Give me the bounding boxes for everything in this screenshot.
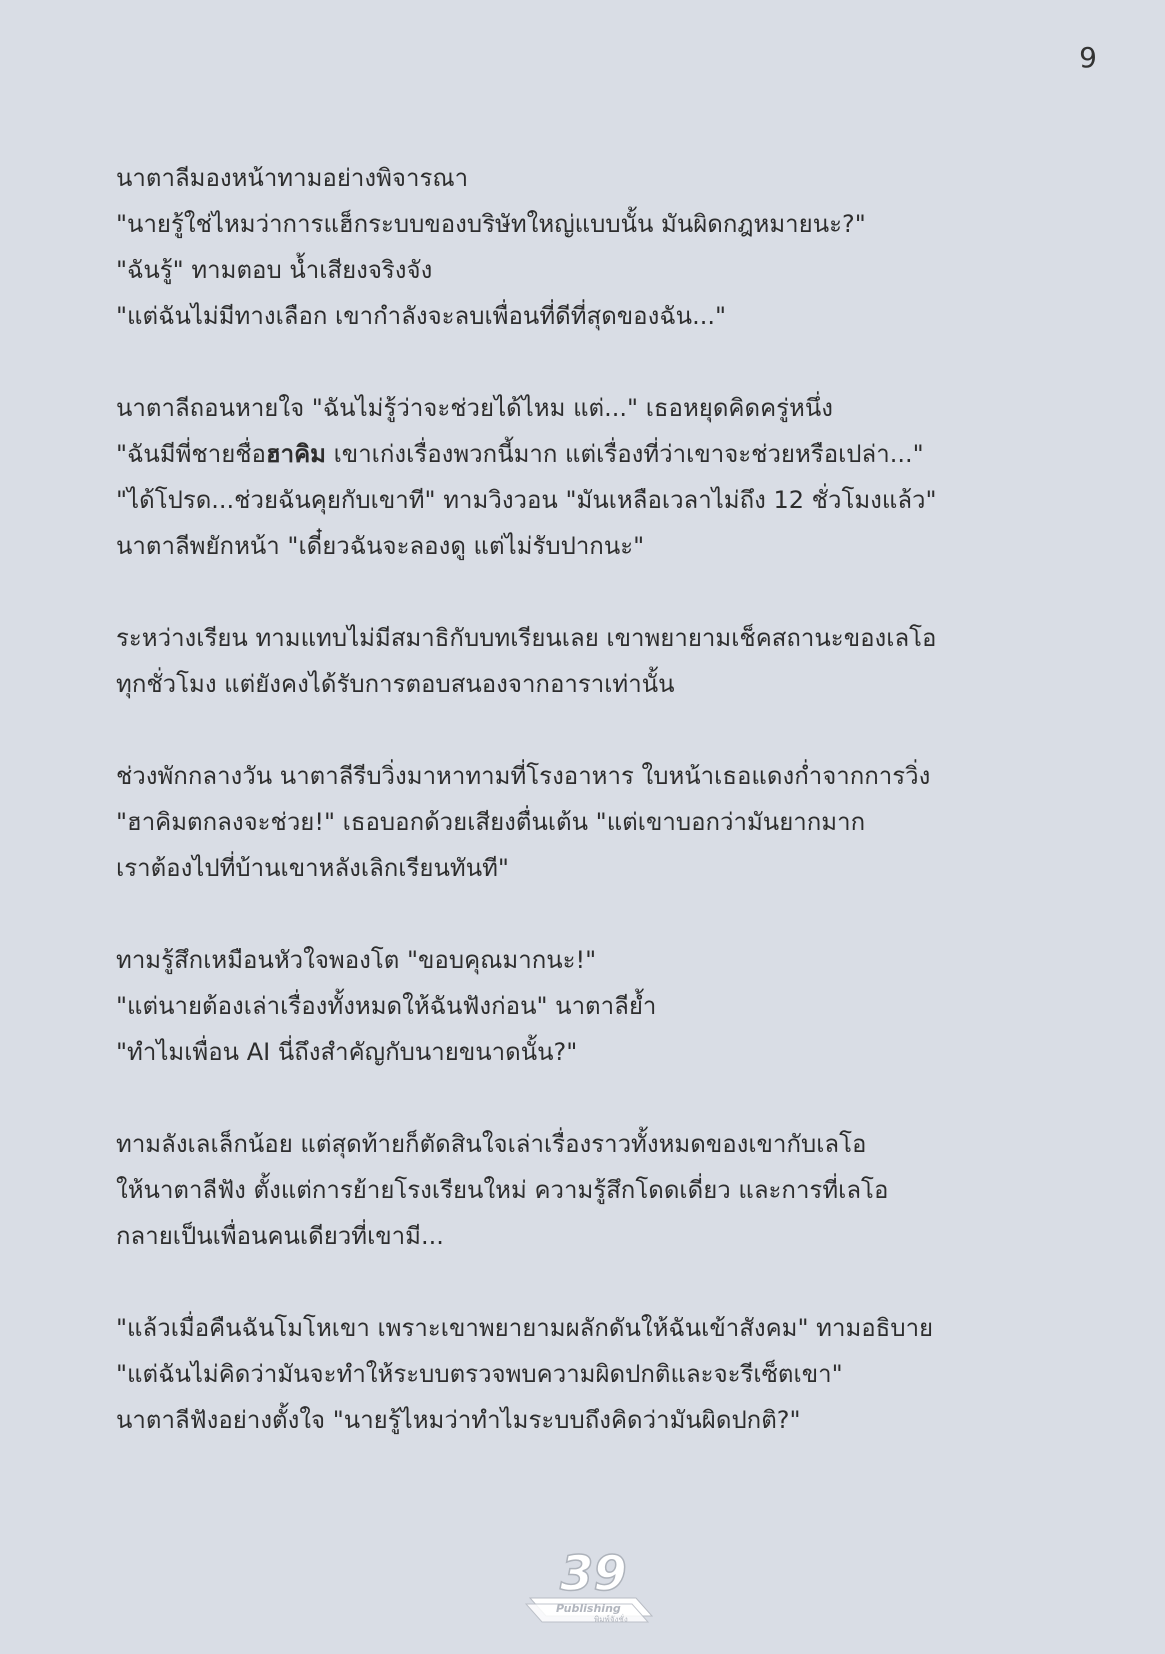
- paragraph-7: [116, 1305, 1096, 1443]
- text-line: ให้นาตาลีฟัง ตั้งแต่การย้ายโรงเรียนใหม่ ความรู้สึกโดดเดี่ยว และการที่เลโอ: [116, 1176, 889, 1204]
- document-body: [116, 155, 1096, 1489]
- text-line: ระหว่างเรียน ทามแทบไม่มีสมาธิกับบทเรียนเลย เขาพยายามเช็คสถานะของเลโอ: [116, 624, 937, 652]
- text-line: ช่วงพักกลางวัน นาตาลีรีบวิ่งมาหาทามที่โรงอาหาร ใบหน้าเธอแดงก่ำจากการวิ่ง: [116, 762, 931, 790]
- logo-number: 39: [560, 1546, 627, 1602]
- text-line: "ได้โปรด...ช่วยฉันคุยกับเขาที" ทามวิงวอน "มันเหลือเวลาไม่ถึง 12 ชั่วโมงแล้ว": [116, 486, 937, 514]
- text-line: "แล้วเมื่อคืนฉันโมโหเขา เพราะเขาพยายามผลักดันให้ฉันเข้าสังคม" ทามอธิบาย: [116, 1314, 934, 1342]
- text-line: "ฮาคิมตกลงจะช่วย!" เธอบอกด้วยเสียงตื่นเต้น "แต่เขาบอกว่ามันยากมาก: [116, 808, 866, 836]
- text-line: นาตาลีฟังอย่างตั้งใจ "นายรู้ไหมว่าทำไมระบบถึงคิดว่ามันผิดปกติ?": [116, 1406, 801, 1434]
- text-line: "แต่ฉันไม่คิดว่ามันจะทำให้ระบบตรวจพบความผิดปกติและจะรีเซ็ตเขา": [116, 1360, 843, 1388]
- text-line: นาตาลีพยักหน้า "เดี๋ยวฉันจะลองดู แต่ไม่รับปากนะ": [116, 532, 645, 560]
- text-line: ทุกชั่วโมง แต่ยังคงได้รับการตอบสนองจากอาราเท่านั้น: [116, 670, 675, 698]
- text-line: ทามรู้สึกเหมือนหัวใจพองโต "ขอบคุณมากนะ!": [116, 946, 597, 974]
- publisher-logo: [524, 1540, 658, 1624]
- text-line: ทามลังเลเล็กน้อย แต่สุดท้ายก็ตัดสินใจเล่าเรื่องราวทั้งหมดของเขากับเลโอ: [116, 1130, 867, 1158]
- logo-publishing: Publishing: [556, 1602, 621, 1615]
- paragraph-6: [116, 1121, 1096, 1259]
- paragraph-1: [116, 155, 1096, 339]
- text-line: "นายรู้ใช่ไหมว่าการแฮ็กระบบของบริษัทใหญ่แบบนั้น มันผิดกฎหมายนะ?": [116, 210, 866, 238]
- page-number: 9: [1079, 41, 1097, 74]
- text-segment: "ฉันมีพี่ชายชื่อ: [116, 440, 266, 468]
- bold-name-hakim: ฮาคิม: [265, 440, 326, 468]
- text-line: เราต้องไปที่บ้านเขาหลังเลิกเรียนทันที": [116, 854, 509, 882]
- text-segment: เขาเก่งเรื่องพวกนี้มาก แต่เรื่องที่ว่าเขาจะช่วยหรือเปล่า...": [325, 440, 924, 468]
- paragraph-4: [116, 753, 1096, 891]
- text-line: กลายเป็นเพื่อนคนเดียวที่เขามี...: [116, 1222, 444, 1250]
- logo-subtext: พิมพ์จังชั่ง: [594, 1615, 628, 1624]
- text-line: "แต่นายต้องเล่าเรื่องทั้งหมดให้ฉันฟังก่อน" นาตาลีย้ำ: [116, 992, 657, 1020]
- text-line: "ฉันรู้" ทามตอบ น้ำเสียงจริงจัง: [116, 256, 433, 284]
- paragraph-5: [116, 937, 1096, 1075]
- paragraph-3: [116, 615, 1096, 707]
- text-line: [116, 431, 1096, 477]
- paragraph-2: [116, 385, 1096, 569]
- text-line: "แต่ฉันไม่มีทางเลือก เขากำลังจะลบเพื่อนที่ดีที่สุดของฉัน...": [116, 302, 726, 330]
- text-line: นาตาลีมองหน้าทามอย่างพิจารณา: [116, 164, 469, 192]
- text-line: นาตาลีถอนหายใจ "ฉันไม่รู้ว่าจะช่วยได้ไหม แต่..." เธอหยุดคิดครู่หนึ่ง: [116, 394, 833, 422]
- text-line: "ทำไมเพื่อน AI นี่ถึงสำคัญกับนายขนาดนั้น?": [116, 1038, 578, 1066]
